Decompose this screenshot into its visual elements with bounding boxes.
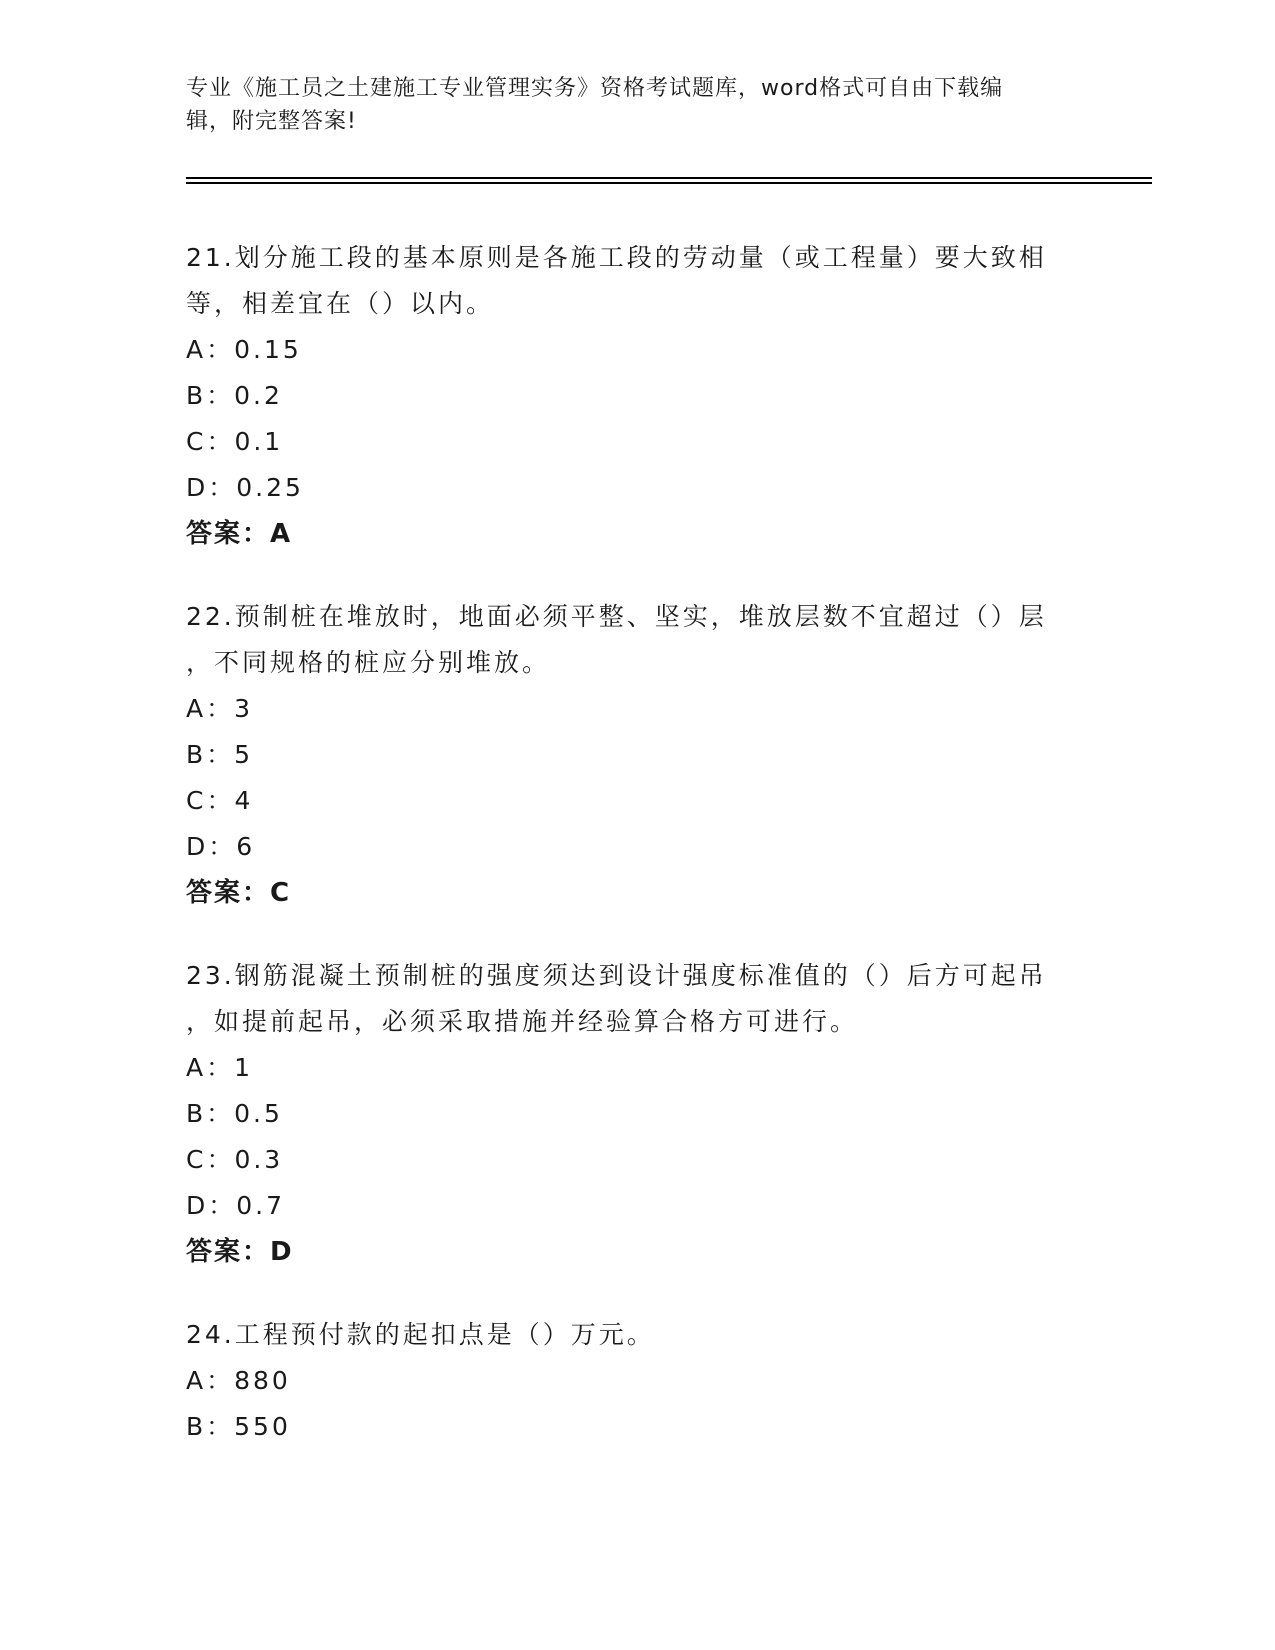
- question-22: [186, 594, 1086, 916]
- question-stem-line: 等，相差宜在（）以内。: [186, 289, 495, 318]
- question-24: [186, 1312, 1086, 1450]
- document-header: [186, 72, 1086, 138]
- option-a: A：3: [186, 694, 254, 723]
- option-c: C：0.3: [186, 1145, 284, 1174]
- answer: 答案：D: [186, 1237, 294, 1267]
- question-stem-line: ，不同规格的桩应分别堆放。: [186, 648, 551, 677]
- question-21: [186, 235, 1086, 557]
- option-a: A：0.15: [186, 335, 302, 364]
- option-b: B：0.2: [186, 381, 283, 410]
- question-stem-line: ，如提前起吊，必须采取措施并经验算合格方可进行。: [186, 1007, 859, 1036]
- option-d: D：6: [186, 832, 256, 861]
- header-line-2: 辑，附完整答案!: [186, 109, 357, 134]
- option-b: B：5: [186, 740, 254, 769]
- option-d: D：0.7: [186, 1191, 286, 1220]
- option-b: B：0.5: [186, 1099, 283, 1128]
- question-stem-line: 21.划分施工段的基本原则是各施工段的劳动量（或工程量）要大致相: [186, 243, 1047, 272]
- question-stem-line: 22.预制桩在堆放时，地面必须平整、坚实，堆放层数不宜超过（）层: [186, 602, 1047, 631]
- answer: 答案：C: [186, 878, 292, 908]
- option-a: A：880: [186, 1366, 291, 1395]
- question-23: [186, 953, 1086, 1275]
- question-list: [186, 235, 1086, 1487]
- header-divider-bottom: [186, 182, 1152, 184]
- header-divider-top: [186, 177, 1152, 179]
- option-c: C：4: [186, 786, 254, 815]
- question-stem-line: 23.钢筋混凝土预制桩的强度须达到设计强度标准值的（）后方可起吊: [186, 961, 1047, 990]
- option-b: B：550: [186, 1412, 291, 1441]
- option-c: C：0.1: [186, 427, 284, 456]
- answer: 答案：A: [186, 519, 293, 549]
- question-stem-line: 24.工程预付款的起扣点是（）万元。: [186, 1320, 655, 1349]
- option-d: D：0.25: [186, 473, 304, 502]
- header-line-1: 专业《施工员之土建施工专业管理实务》资格考试题库，word格式可自由下载编: [186, 76, 1004, 101]
- option-a: A：1: [186, 1053, 254, 1082]
